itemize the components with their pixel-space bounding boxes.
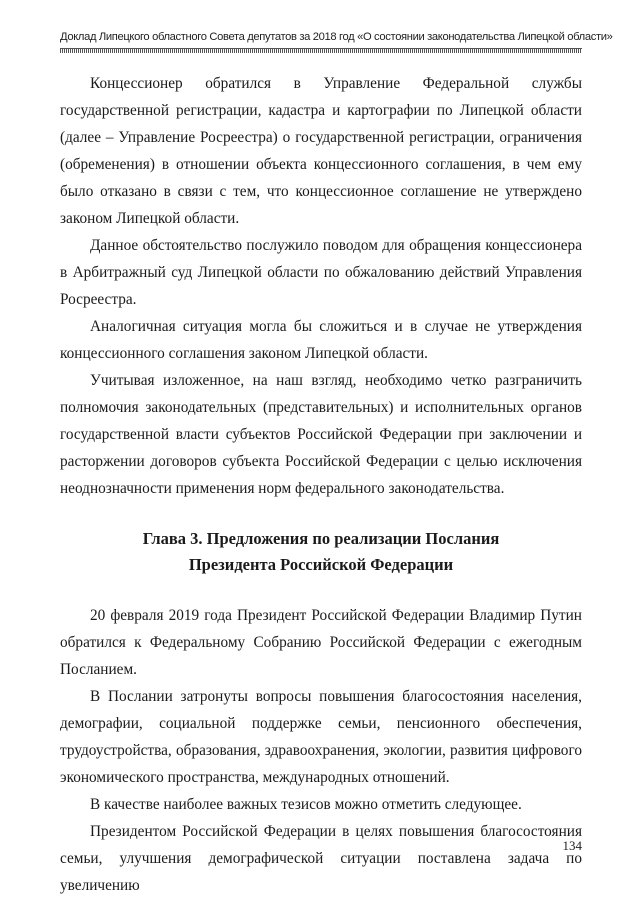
- paragraph-concessionaire: Концессионер обратился в Управление Федеральной службы государственной регистрации, кадастра и картографии по Липецкой области (далее – Управление Росреестра) о государственной регистрации, ограничения (обременения) в отношении объекта концессионного соглашения, в чем ему было отказано в связи с тем, что концессионное соглашение не утверждено законом Липецкой области.: [60, 75, 582, 227]
- paragraph-arbitration: Данное обстоятельство послужило поводом для обращения концессионера в Арбитражный суд Липецкой области по обжалованию действий Управления Росреестра.: [60, 237, 582, 308]
- page-number: 134: [562, 838, 582, 853]
- paragraph-address: 20 февраля 2019 года Президент Российской Федерации Владимир Путин обратился к Федеральному Собранию Российской Федерации с ежегодным Посланием.: [60, 607, 582, 678]
- chapter-heading: [60, 526, 582, 578]
- chapter-title-line-2: Президента Российской Федерации: [188, 555, 454, 574]
- header-rule: [60, 48, 582, 53]
- paragraph-similar-situation: Аналогичная ситуация могла бы сложиться и в случае не утверждения концессионного соглашения законом Липецкой области.: [60, 318, 582, 362]
- paragraph-topics: В Послании затронуты вопросы повышения благосостояния населения, демографии, социальной поддержке семьи, пенсионного обеспечения, трудоустройства, образования, здравоохранения, экологии, развития цифрового экономического пространства, международных отношений.: [60, 688, 582, 786]
- body-text: [60, 70, 582, 899]
- chapter-title-line-1: Глава 3. Предложения по реализации Послания: [142, 529, 500, 548]
- paragraph-conclusion: Учитывая изложенное, на наш взгляд, необходимо четко разграничить полномочия законодательных (представительных) и исполнительных органов государственной власти субъектов Российской Федерации при заключении и расторжении договоров субъекта Российской Федерации с целью исключения неоднозначности применения норм федерального законодательства.: [60, 372, 582, 497]
- paragraph-president-task: Президентом Российской Федерации в целях повышения благосостояния семьи, улучшения демографической ситуации поставлена задача по увеличению: [60, 823, 582, 894]
- running-header: Доклад Липецкого областного Совета депутатов за 2018 год «О состоянии законодательства Липецкой области»: [60, 31, 613, 43]
- paragraph-theses: В качестве наиболее важных тезисов можно отметить следующее.: [90, 796, 522, 813]
